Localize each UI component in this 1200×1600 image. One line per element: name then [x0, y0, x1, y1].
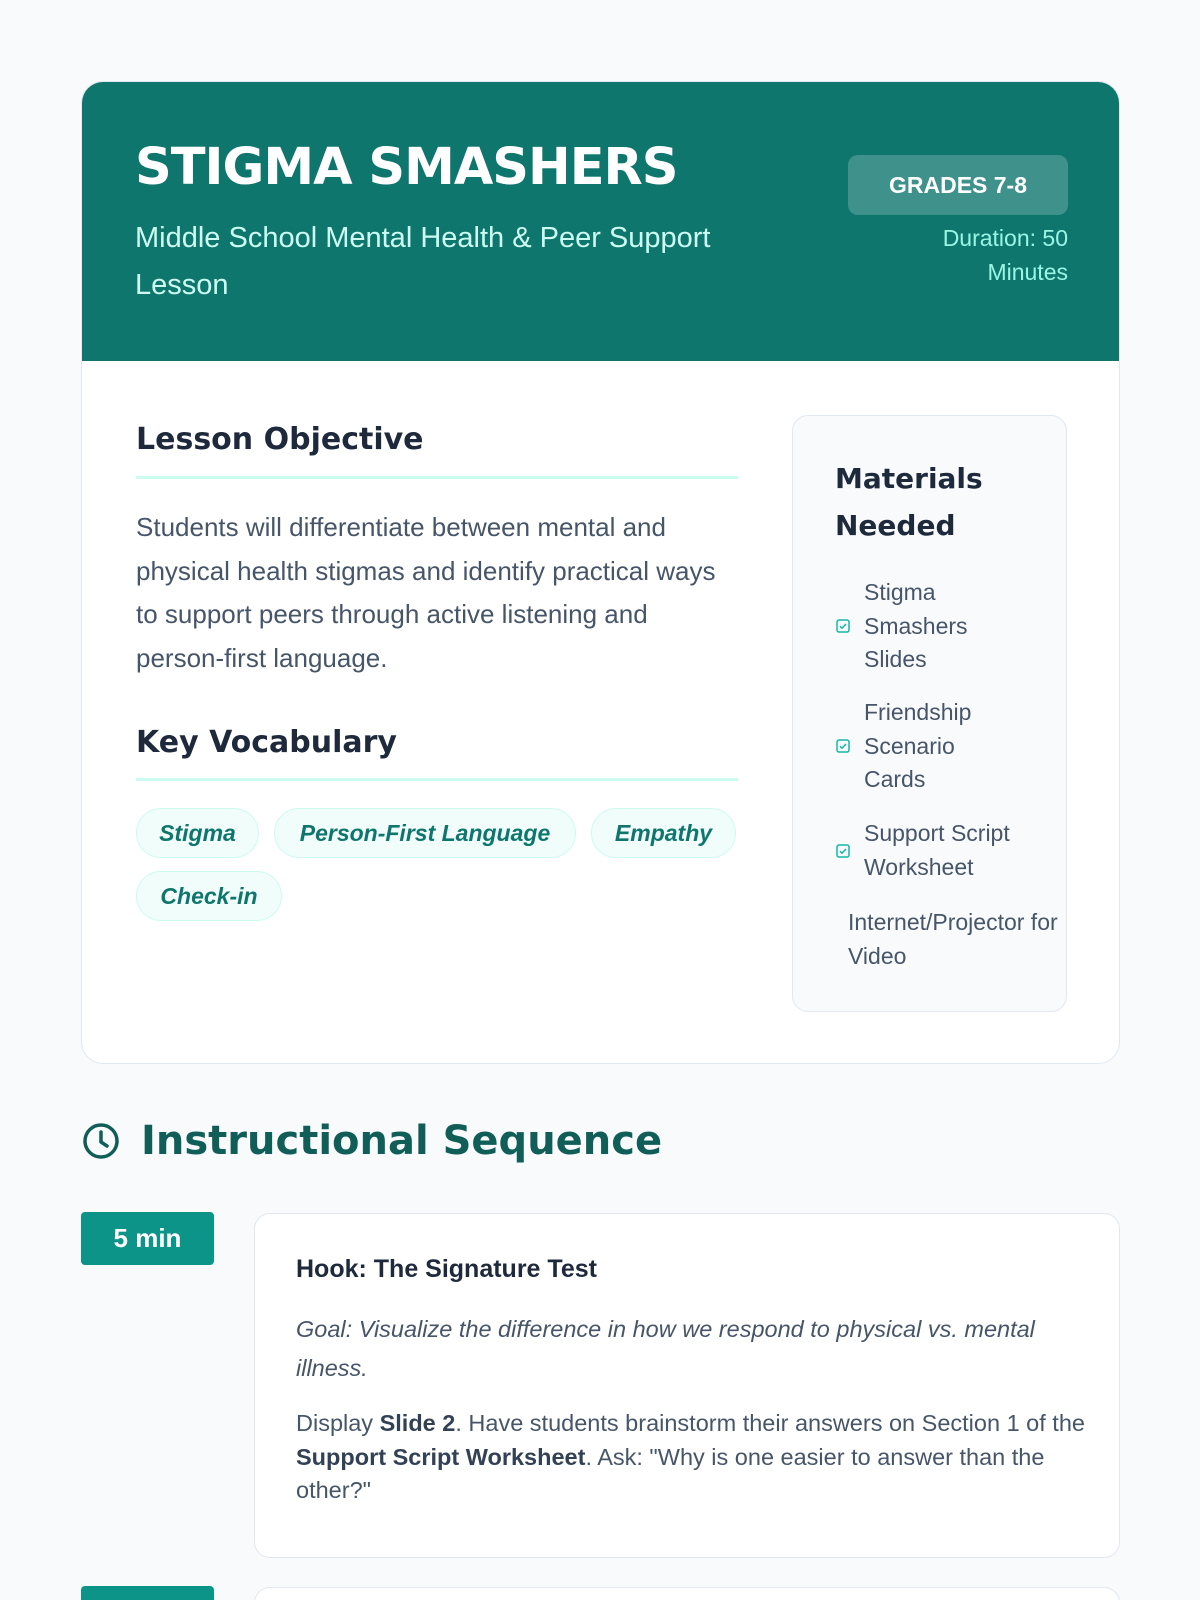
vocab-tag: Check-in	[136, 871, 282, 921]
step-title: Hook: The Signature Test	[296, 1255, 597, 1283]
material-label: Friendship Scenario Cards	[864, 699, 972, 792]
material-label: Stigma Smashers Slides	[864, 579, 968, 672]
material-label: Support Script Worksheet	[864, 820, 1010, 880]
step-body-highlight: Slide 2	[379, 1410, 456, 1436]
material-item	[848, 906, 1058, 973]
time-badge: 5 min	[81, 1212, 214, 1265]
checkbox-icon	[835, 738, 851, 754]
step-body-text: Display	[296, 1410, 380, 1436]
objective-text: Students will differentiate between mental and physical health stigmas and identify practical ways to support peers through active listening and person-first language.	[136, 512, 716, 673]
time-badge-next	[81, 1586, 214, 1600]
materials-panel	[792, 415, 1067, 1012]
vocabulary-heading: Key Vocabulary	[136, 720, 738, 781]
vocab-tag: Empathy	[591, 808, 736, 858]
sequence-title: Instructional Sequence	[141, 1118, 663, 1164]
lesson-card	[81, 81, 1120, 1064]
vocab-tag: Person-First Language	[274, 808, 576, 858]
objective-heading: Lesson Objective	[136, 417, 738, 479]
step-body-text: . Have students brainstorm their answers on Section 1 of the	[455, 1410, 1085, 1436]
checkbox-icon	[835, 843, 851, 859]
step-body-highlight: Support Script Worksheet	[296, 1443, 586, 1470]
checkbox-icon	[835, 618, 851, 634]
lesson-header	[82, 82, 1119, 361]
material-item	[835, 696, 1035, 797]
vocab-tag: Stigma	[136, 808, 259, 858]
step-card-next	[254, 1587, 1120, 1600]
grade-badge: GRADES 7-8	[848, 155, 1068, 215]
lesson-subtitle: Middle School Mental Health & Peer Support Lesson	[135, 222, 711, 301]
step-goal: Goal: Visualize the difference in how we respond to physical vs. mental illness.	[296, 1316, 1035, 1381]
clock-icon	[81, 1121, 121, 1161]
step-card	[254, 1213, 1120, 1558]
sequence-heading	[81, 1118, 662, 1164]
materials-heading: Materials Needed	[835, 462, 983, 542]
lesson-title: STIGMA SMASHERS	[135, 138, 678, 197]
material-label: Internet/Projector for Video	[848, 909, 1058, 969]
duration-label: Duration: 50 Minutes	[942, 225, 1068, 285]
material-item	[835, 576, 1035, 677]
material-item	[835, 817, 1045, 884]
step-body-text: . Ask: "Why is one easier to answer than the other?"	[296, 1443, 1045, 1503]
step-body	[296, 1407, 1086, 1508]
